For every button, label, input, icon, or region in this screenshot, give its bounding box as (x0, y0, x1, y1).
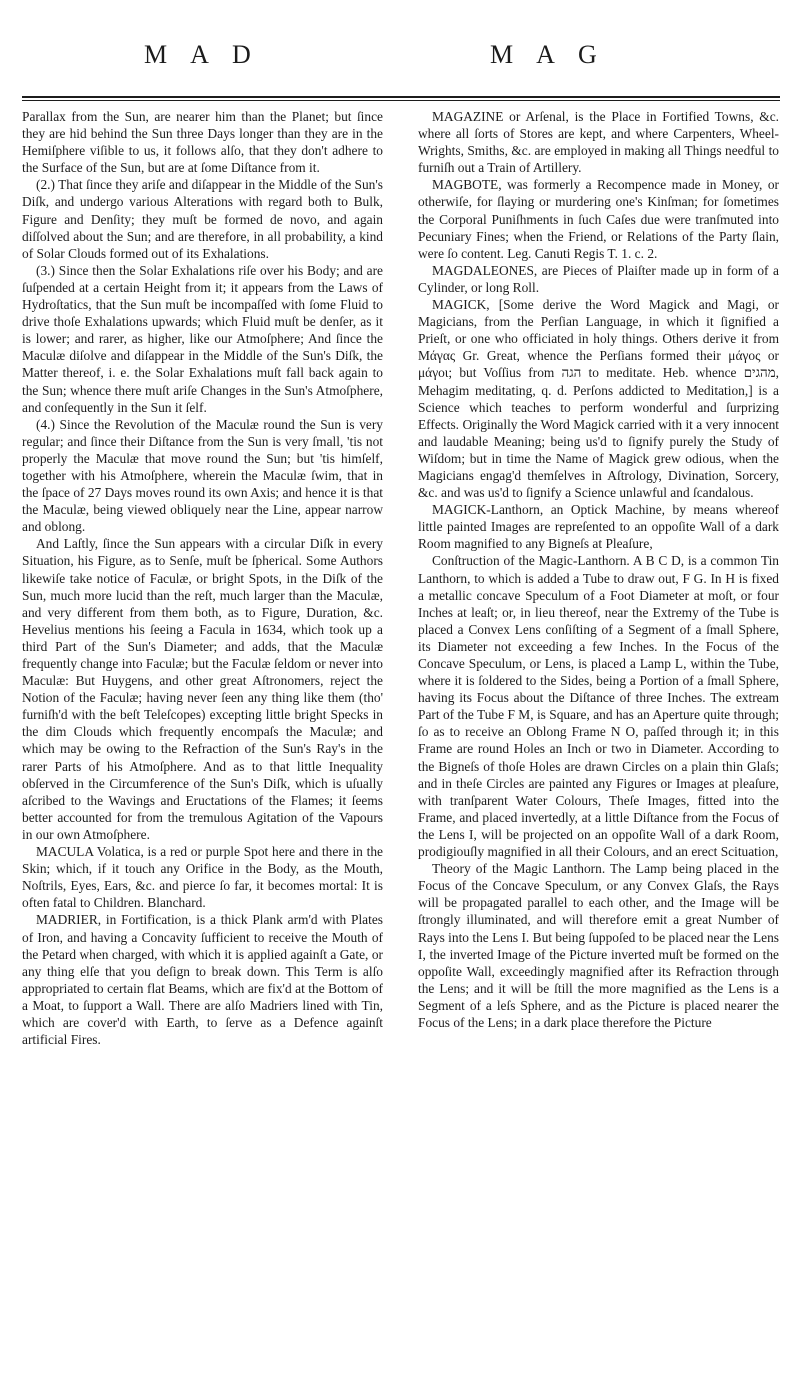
header-left-word: M A D (144, 40, 260, 69)
entry-magazine: MAGAZINE or Arſenal, is the Place in Fortified Towns, &c. where all ſorts of Stores are kept, and where Carpenters, Wheel-Wrights, Smiths, &c. are employed in making all Things needful to furniſh out a Train of Artillery. (418, 109, 779, 176)
entry-magick-lanthorn: MAGICK-Lanthorn, an Optick Machine, by means whereof little painted Images are repreſented to an oppoſite Wall of a dark Room magnified to any Bigneſs at Pleaſure, (418, 502, 779, 552)
right-column (418, 108, 779, 1031)
paragraph: And Laſtly, ſince the Sun appears with a circular Diſk in every Situation, his Figure, as to Senſe, muſt be ſpherical. Some Authors likewiſe take notice of Faculæ, or bright Spots, in the Diſk of the Sun, much more lucid than the reſt, much larger than the Maculæ, and very different from them both, as to Figure, Duration, &c. Hevelius mentions his ſeeing a Facula in 1634, which took up a third Part of the Sun's Diameter; and adds, that the Maculæ frequently change into Faculæ; but the Faculæ ſeldom or never into Maculæ: But Huygens, and other great Aſtronomers, reject the Notion of the Faculæ; having never ſeen any thing like them (tho' furniſh'd with the beſt Teleſcopes) excepting little bright Specks in the dim Clouds which frequently encompaſs the Maculæ; and which may be owing to the Refraction of the Sun's Ray's in the rarer Parts of his Atmoſphere. And as to that little Inequality obſerved in the Circumference of the Sun's Diſk, which is uſually aſcribed to the Wavings and Eructations of the Flames; it ſeems better accounted for from the tremulous Agitation of the Vapours in our own Atmoſphere. (22, 536, 383, 842)
entry-magbote: MAGBOTE, was formerly a Recompence made in Money, or otherwiſe, for ſlaying or murdering one's Kinſman; for ſometimes the Corporal Puniſhments in ſuch Caſes due were tranſmuted into Pecuniary Fines; when the Friend, or Relations of the Party ſlain, were ſo content. Leg. Canuti Regis T. 1. c. 2. (418, 177, 779, 261)
paragraph: (2.) That ſince they ariſe and diſappear in the Middle of the Sun's Diſk, and undergo various Alterations with regard both to Bulk, Figure and Denſity; they muſt be formed de novo, and again diſſolved about the Sun; and are therefore, in all probability, a kind of Solar Clouds formed out of its Exhalations. (22, 177, 383, 261)
running-header (22, 40, 782, 70)
entry-magdaleones: MAGDALEONES, are Pieces of Plaiſter made up in form of a Cylinder, or long Roll. (418, 262, 779, 295)
paragraph: Theory of the Magic Lanthorn. The Lamp being placed in the Focus of the Concave Speculum, or any Convex Glaſs, the Rays will be propagated parallel to each other, and the Image will be ſtrongly illuminated, and will therefore emit a great Number of Rays into the Lens I. But being ſuppoſed to be placed near the Lens I, the inverted Image of the Picture inverted muſt be formed on the oppoſite Wall, exceedingly magnified after its Refraction through the Lens; and it will be ſtill the more magnified as the Lens is a Segment of a leſs Sphere, and as the Picture is placed nearer the Focus of the Lens; in a dark place therefore the Picture (418, 861, 779, 1030)
entry-madrier: MADRIER, in Fortification, is a thick Plank arm'd with Plates of Iron, and having a Concavity ſufficient to receive the Mouth of the Petard when charged, with which it is applied againſt a Gate, or any thing elſe that you deſign to break down. This Term is alſo appropriated to certain flat Beams, which are fix'd at the Bottom of a Moat, to ſupport a Wall. There are alſo Madriers lined with Tin, which are cover'd with Earth, to ſerve as a Defence againſt artificial Fires. (22, 912, 383, 1048)
paragraph: (3.) Since then the Solar Exhalations riſe over his Body; and are ſuſpended at a certain Height from it; it appears from the Laws of Hydroſtatics, that the Sun muſt be incompaſſed with ſome Fluid to drive thoſe Exhalations upwards; which Fluid muſt be denſer, as it is lower; and rarer, as higher, like our Atmoſphere; And ſince the Maculæ diſolve and diſappear in the Middle of the Sun's Diſk, the Matter thereof, i. e. the Solar Exhalations muſt fall back again to the Sun; whence there muſt ariſe Changes in the Sun's Atmoſphere, and conſequently in the Sun it ſelf. (22, 262, 383, 415)
header-right-word: M A G (490, 40, 606, 69)
entry-macula-volatica: MACULA Volatica, is a red or purple Spot here and there in the Skin; which, if it touch any Orifice in the Body, as the Mouth, Noſtrils, Eyes, Ears, &c. and pierce ſo far, it becomes mortal: It is often fatal to Children. Blanchard. (22, 844, 383, 911)
header-rule-thin (22, 100, 780, 101)
paragraph: Conſtruction of the Magic-Lanthorn. A B C D, is a common Tin Lanthorn, to which is added a Tube to draw out, F G. In H is fixed a metallic concave Speculum of a Foot Diameter at moſt, or four Inches at leaſt; or, in lieu thereof, near the Extremy of the Tube is placed a Convex Lens conſiſting of a Segment of a ſmall Sphere, its Diameter not exceeding a few Inches. In the Focus of the Concave Speculum, or Lens, is placed a Lamp L, within the Tube, where it is ſoldered to the Sides, being a Portion of a ſmall Sphere, having its Focus about the Diſtance of three Inches. The extream Part of the Tube F M, is Square, and has an Aperture quite through; ſo as to receive an Oblong Frame N O, paſſed through it; in this Frame are round Holes an Inch or two in Diameter. According to the Bigneſs of thoſe Holes are drawn Circles on a plain thin Glaſs; and in theſe Circles are painted any Figures or Images at pleaſure, with tranſparent Water Colours, Theſe Images, fitted into the Frame, and placed invertedly, at a little Diſtance from the Focus of the Lens I, will be projected on an oppoſite Wall of a dark Room, prodigiouſly magnified in all their Colours, and an erect Scituation, (418, 553, 779, 860)
left-column (22, 108, 383, 1048)
header-rule-thick (22, 96, 780, 98)
paragraph: Parallax from the Sun, are nearer him than the Planet; but ſince they are hid behind the Sun three Days longer than they are in the Hemiſphere viſible to us, it follows alſo, that they don't adhere to the Surface of the Sun, but are at ſome Diſtance from it. (22, 109, 383, 176)
paragraph: (4.) Since the Revolution of the Maculæ round the Sun is very regular; and ſince their Diſtance from the Sun is very ſmall, 'tis not properly the Maculæ that move round the Sun; but 'tis himſelf, together with his Atmoſphere, wherein the Maculæ ſwim, that in the ſpace of 27 Days moves round its own Axis; and hence it is that the Maculæ, being viewed obliquely near the Line, appear narrow and oblong. (22, 416, 383, 535)
entry-magick: MAGICK, [Some derive the Word Magick and Magi, or Magicians, from the Perſian Language, in which it ſignified a Prieſt, or one who officiated in holy things. Others derive it from Μάγας Gr. Great, whence the Perſians formed their μάγος or μάγοι; but Voſſius from הגה to meditate. Heb. whence מהגים, Mehagim meditating, q. d. Perſons addicted to Meditation,] is a Science which teaches to perform wonderful and ſurprizing Effects. Originally the Word Magick carried with it a very innocent and laudable Meaning; being us'd to ſignify purely the Study of Wiſdom; but in time the Name of Magick grew odious, when the Magicians engag'd themſelves in Aſtrology, Divination, Sorcery, &c. and was us'd to ſignify a Science unlawful and ſcandalous. (418, 297, 779, 501)
